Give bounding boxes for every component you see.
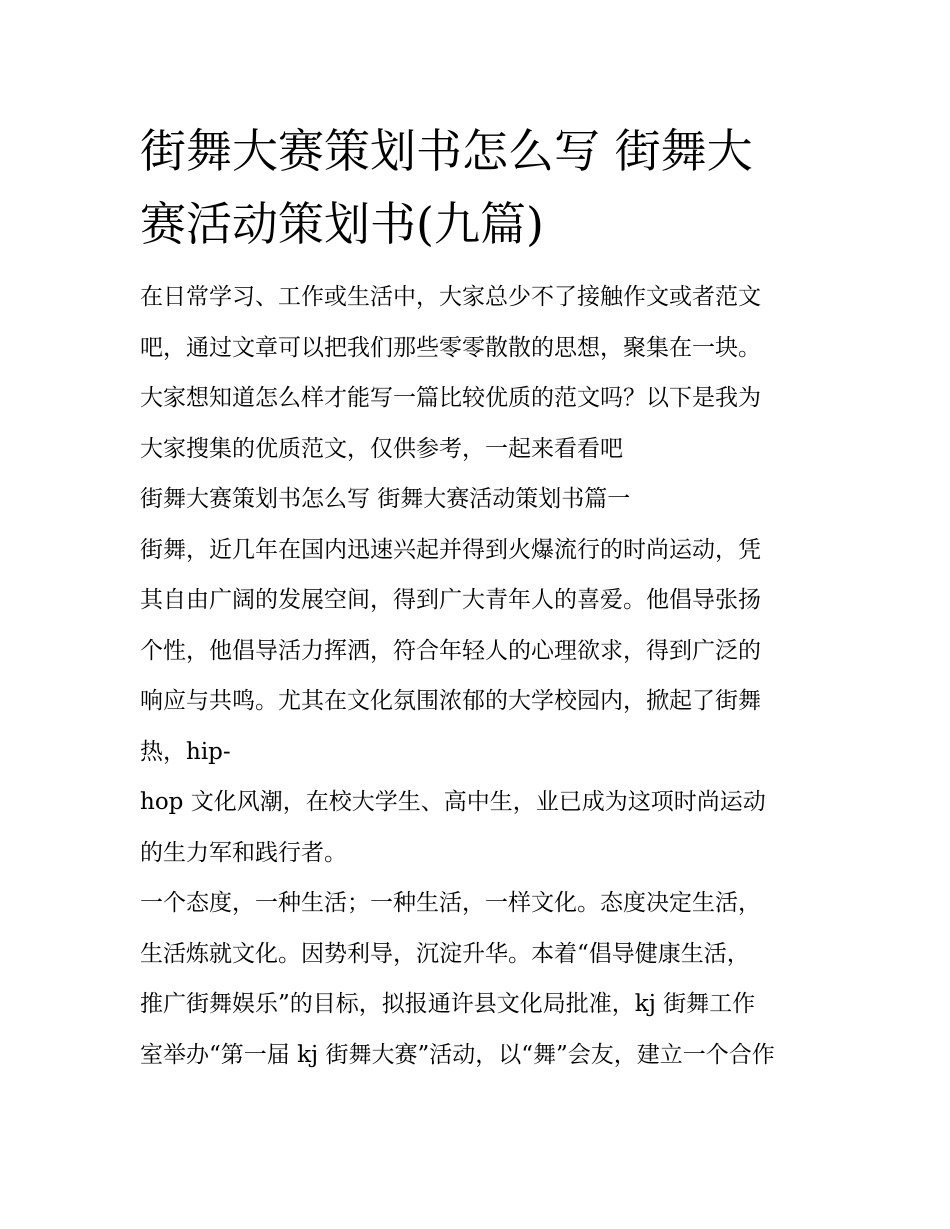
text-line: 的生力军和践行者。 xyxy=(140,839,347,866)
text-line: 在日常学习、工作或生活中，大家总少不了接触作文或者范文 xyxy=(140,284,761,310)
text-line: 其自由广阔的发展空间，得到广大青年人的喜爱。他倡导张扬 xyxy=(140,587,761,613)
text-line: hop 文化风潮，在校大学生、高中生，业已成为这项时尚运动 xyxy=(140,789,766,815)
text-line: 大家想知道怎么样才能写一篇比较优质的范文吗？以下是我为 xyxy=(140,385,761,411)
document-body xyxy=(140,115,812,1080)
body-paragraph-1 xyxy=(140,525,812,778)
text-line: 大家搜集的优质范文，仅供参考，一起来看看吧 xyxy=(140,435,623,462)
intro-paragraph xyxy=(140,272,812,474)
text-line: 热，hip- xyxy=(140,738,231,765)
text-line: 吧，通过文章可以把我们那些零零散散的思想，聚集在一块。 xyxy=(140,334,761,361)
title-line: 街舞大赛策划书怎么写 街舞大 xyxy=(140,124,753,178)
text-line: 响应与共鸣。尤其在文化氛围浓郁的大学校园内，掀起了街舞 xyxy=(140,688,761,714)
title-line: 赛活动策划书(九篇) xyxy=(140,197,544,251)
text-line: 生活炼就文化。因势利导，沉淀升华。本着“倡导健康生活， xyxy=(140,940,750,967)
section-heading xyxy=(140,474,812,525)
text-line: 个性，他倡导活力挥洒，符合年轻人的心理欲求，得到广泛的 xyxy=(140,637,761,664)
document-title xyxy=(140,115,812,261)
text-line: 室举办“第一届 kj 街舞大赛”活动，以“舞”会友，建立一个合作 xyxy=(140,1041,775,1068)
text-line: 街舞，近几年在国内迅速兴起并得到火爆流行的时尚运动，凭 xyxy=(140,536,761,563)
body-paragraph-2 xyxy=(140,777,812,878)
text-line: 推广街舞娱乐”的目标，拟报通许县文化局批准，kj 街舞工作 xyxy=(140,991,756,1017)
section-heading-text: 街舞大赛策划书怎么写 街舞大赛活动策划书篇一 xyxy=(140,486,631,512)
body-paragraph-3 xyxy=(140,878,812,1080)
text-line: 一个态度，一种生活；一种生活，一样文化。态度决定生活， xyxy=(140,890,761,916)
